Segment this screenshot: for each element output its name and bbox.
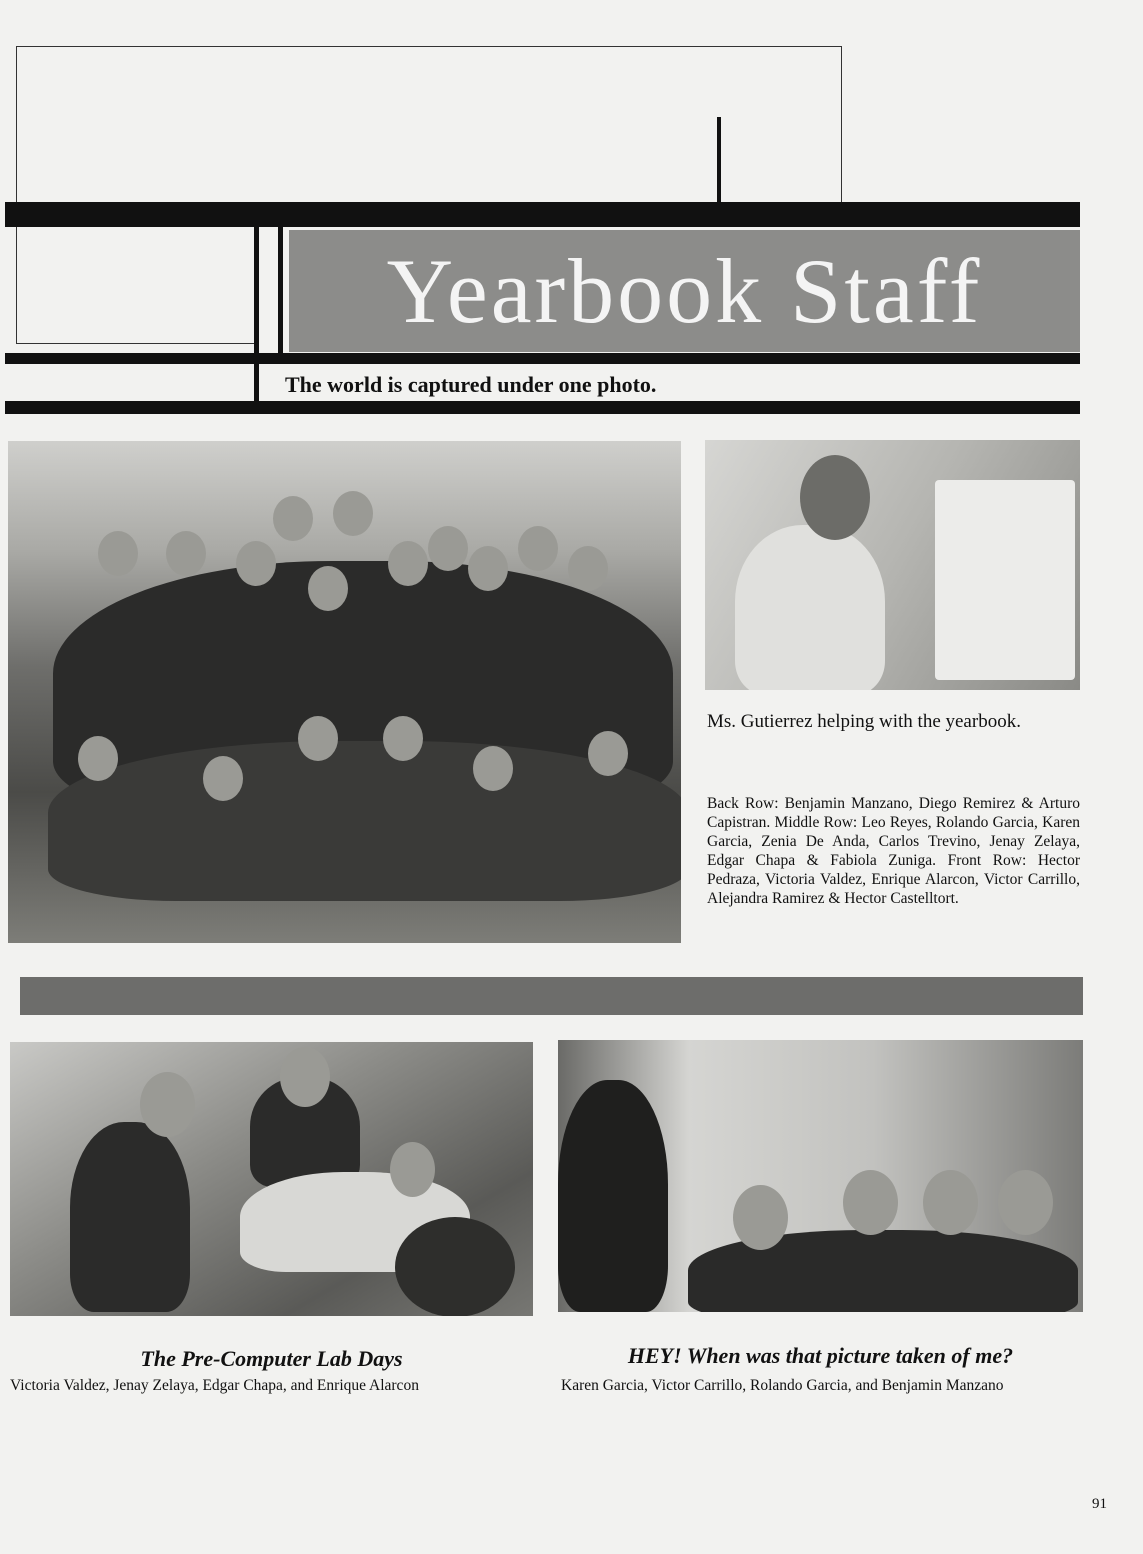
section-band [20,977,1083,1015]
title-divider-vertical [254,227,259,407]
computers-photo-title: HEY! When was that picture taken of me? [627,1343,1014,1368]
lab-photo-title: The Pre-Computer Lab Days [140,1346,403,1371]
title-box [289,230,1080,352]
header-frame-left [16,220,256,344]
header-top-bar [5,202,1080,227]
computers-photo [558,1040,1083,1312]
header-mid-bar [5,353,1080,364]
group-caption: Back Row: Benjamin Manzano, Diego Remirez & Arturo Capistran. Middle Row: Leo Reyes, Rolando Garcia, Karen Garcia, Zenia De Anda, Carlos Trevino, Jenay Zelaya, Edgar Chapa & Fabiola Zuniga. Front Row: Hector Pedraza, Victoria Valdez, Enrique Alarcon, Victor Carrillo, Alejandra Ramirez & Hector Castelltort. [707,795,1080,907]
page-subtitle: The world is captured under one photo. [285,372,657,397]
teacher-caption: Ms. Gutierrez helping with the yearbook. [707,711,1021,732]
lab-photo [10,1042,533,1316]
teacher-photo [705,440,1080,690]
header-vertical-rule [717,117,721,202]
group-photo [8,441,681,943]
title-divider-vertical-2 [278,227,283,357]
computers-photo-names: Karen Garcia, Victor Carrillo, Rolando Garcia, and Benjamin Manzano [561,1377,1004,1394]
header-bottom-bar [5,401,1080,414]
page-title: Yearbook Staff [386,240,983,342]
lab-photo-names: Victoria Valdez, Jenay Zelaya, Edgar Chapa, and Enrique Alarcon [10,1377,419,1394]
page-number: 91 [1092,1496,1107,1512]
